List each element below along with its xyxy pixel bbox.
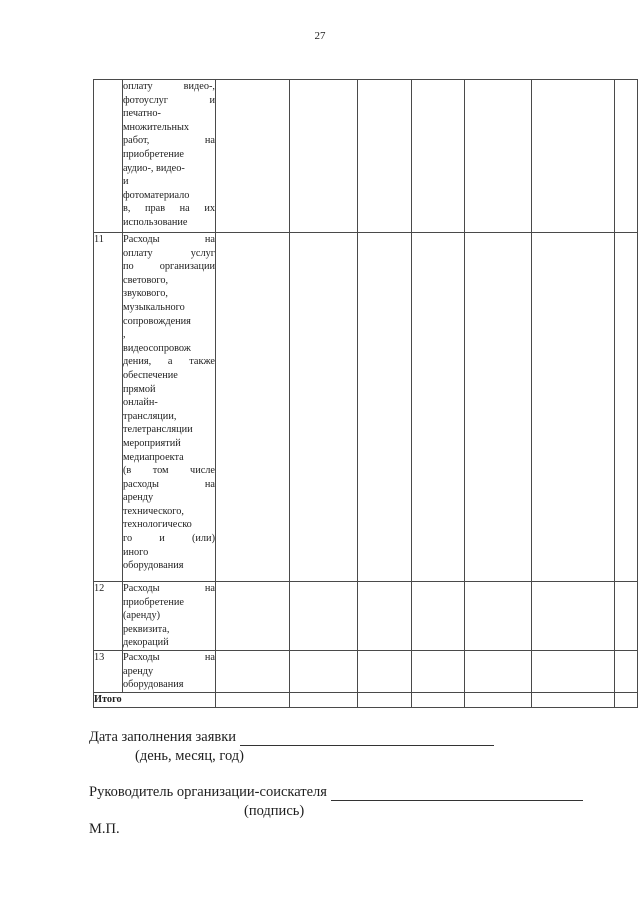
expense-table	[93, 79, 638, 708]
empty-cell	[358, 582, 412, 651]
description-line: (в том числе	[123, 465, 215, 477]
empty-cell	[532, 582, 615, 651]
description-line: музыкального	[123, 301, 185, 313]
signature-hint: (подпись)	[244, 803, 305, 819]
description-line: фотоматериало	[123, 189, 190, 201]
description-line: оплату услуг	[123, 247, 215, 259]
empty-cell	[615, 651, 638, 693]
table-row	[94, 582, 638, 651]
total-cell	[412, 693, 465, 708]
description-line: приобретение	[123, 148, 184, 160]
head-label: Руководитель организации-соискателя	[89, 784, 327, 800]
expense-description	[123, 233, 216, 582]
empty-cell	[358, 651, 412, 693]
empty-cell	[216, 651, 290, 693]
description-line: декораций	[123, 637, 169, 649]
empty-cell	[290, 651, 358, 693]
description-line: мероприятий	[123, 437, 181, 449]
description-line: сопровождения	[123, 315, 191, 327]
description-line: и	[123, 176, 129, 188]
table-row	[94, 651, 638, 693]
empty-cell	[532, 651, 615, 693]
description-line: работ, на	[123, 135, 215, 147]
empty-cell	[290, 233, 358, 582]
empty-cell	[290, 582, 358, 651]
empty-cell	[412, 582, 465, 651]
description-line: технического,	[123, 505, 184, 517]
table-row	[94, 233, 638, 582]
description-line: в, прав на их	[123, 203, 215, 215]
total-row	[94, 693, 638, 708]
empty-cell	[412, 651, 465, 693]
description-line: го и (или)	[123, 533, 215, 545]
empty-cell	[216, 80, 290, 233]
row-number: 12	[94, 582, 123, 651]
description-line: оборудования	[123, 560, 184, 572]
empty-cell	[290, 80, 358, 233]
description-line: иного	[123, 546, 149, 558]
description-line: аренду	[123, 665, 154, 677]
empty-cell	[358, 80, 412, 233]
description-line: приобретение	[123, 596, 184, 608]
expense-description	[123, 651, 216, 693]
description-line: фотоуслуг и	[123, 94, 215, 106]
empty-cell	[465, 651, 532, 693]
page-number: 27	[314, 30, 326, 42]
empty-cell	[532, 233, 615, 582]
empty-cell	[412, 233, 465, 582]
description-line: телетрансляции	[123, 424, 193, 436]
description-line: Расходы на	[123, 583, 215, 594]
description-line: светового,	[123, 274, 169, 286]
total-cell	[465, 693, 532, 708]
description-line: ,	[123, 329, 126, 341]
row-number: 13	[94, 651, 123, 693]
description-line: медиапроекта	[123, 451, 184, 463]
empty-cell	[615, 80, 638, 233]
empty-cell	[216, 233, 290, 582]
empty-cell	[465, 233, 532, 582]
total-cell	[615, 693, 638, 708]
description-line: аренду	[123, 492, 154, 504]
description-line: Расходы на	[123, 234, 215, 245]
description-line: по организации	[123, 261, 215, 273]
description-line: использование	[123, 216, 188, 228]
description-line: трансляции,	[123, 410, 177, 422]
description-line: аудио-, видео-	[123, 162, 185, 174]
description-line: прямой	[123, 383, 156, 395]
expense-description	[123, 582, 216, 651]
row-number	[94, 80, 123, 233]
empty-cell	[615, 582, 638, 651]
empty-cell	[216, 582, 290, 651]
empty-cell	[615, 233, 638, 582]
description-line: реквизита,	[123, 623, 170, 635]
total-cell	[532, 693, 615, 708]
description-line: (аренду)	[123, 610, 161, 622]
seal-label: М.П.	[89, 821, 120, 837]
description-line: печатно-	[123, 108, 161, 120]
total-cell	[290, 693, 358, 708]
description-line: множительных	[123, 121, 190, 133]
description-line: оборудования	[123, 679, 184, 691]
empty-cell	[465, 582, 532, 651]
total-cell	[358, 693, 412, 708]
empty-cell	[465, 80, 532, 233]
empty-cell	[358, 233, 412, 582]
head-line	[89, 784, 583, 801]
description-line: Расходы на	[123, 652, 215, 663]
date-blank	[240, 731, 494, 746]
total-label: Итого	[94, 693, 216, 708]
empty-cell	[532, 80, 615, 233]
description-line: расходы на	[123, 478, 215, 490]
description-line: видеосопровож	[123, 342, 191, 354]
empty-cell	[412, 80, 465, 233]
total-cell	[216, 693, 290, 708]
expense-description	[123, 80, 216, 233]
description-line: оплату видео-,	[123, 81, 215, 92]
description-line: онлайн-	[123, 397, 158, 409]
signature-blank	[331, 786, 583, 801]
date-hint: (день, месяц, год)	[135, 748, 244, 764]
date-label: Дата заполнения заявки	[89, 729, 237, 745]
description-line: дения, а также	[123, 356, 215, 368]
description-line: технологическо	[123, 519, 192, 531]
description-line: обеспечение	[123, 369, 178, 381]
row-number: 11	[94, 233, 123, 582]
description-line: звукового,	[123, 288, 168, 300]
table-row	[94, 80, 638, 233]
date-line	[89, 729, 494, 746]
